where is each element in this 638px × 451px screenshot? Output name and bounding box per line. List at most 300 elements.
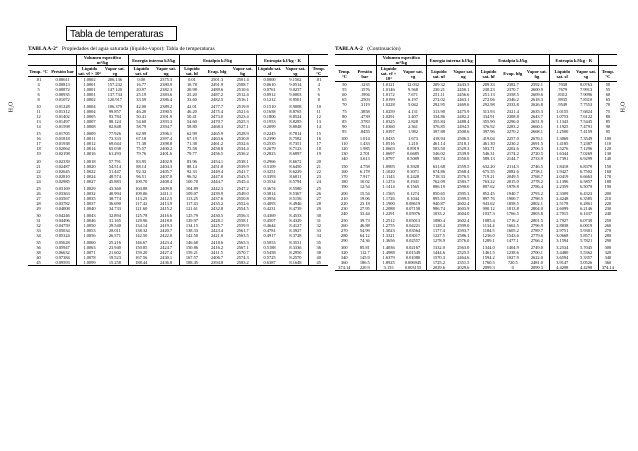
table-cell: 4 <box>309 82 328 87</box>
table-cell: 2487.2 <box>210 92 224 97</box>
table-cell: 230 <box>341 205 348 211</box>
table-cell: 95 <box>342 129 347 135</box>
table-cell: 117.42 <box>128 201 153 206</box>
table-cell: 50 <box>342 82 347 87</box>
table-cell: .5783 <box>359 119 370 125</box>
table-cell: 3.4480 <box>550 250 575 255</box>
table-cell: 2456.5 <box>210 151 224 157</box>
table-cell: 8.7582 <box>289 136 302 142</box>
table-cell: 33 <box>309 228 328 233</box>
table-cell: 2778.2 <box>530 178 543 184</box>
table-cell: 0.6387 <box>256 260 282 266</box>
table-cell: 0.2535 <box>256 141 282 146</box>
table-cell: 1.8418 <box>550 164 575 169</box>
table-cell: 0.0761 <box>256 87 282 92</box>
table-cell: 2401.6 <box>160 151 173 157</box>
table-cell: 2766.2 <box>530 237 543 243</box>
table-cell: 209.33 <box>476 82 501 88</box>
table-cell: 1.6344 <box>550 151 575 156</box>
table-cell: 16 <box>309 136 328 141</box>
table-cell: 2270.2 <box>506 129 519 135</box>
table-cell: 88.14 <box>179 164 204 169</box>
table-cell: 20 <box>36 158 41 164</box>
table-cell: 2500.6 <box>457 129 470 135</box>
table-cell: 26 <box>309 191 328 196</box>
table-cell: 88.14 <box>128 164 153 169</box>
table-cell: 33.59 <box>128 97 153 104</box>
table-cell: 0.03169 <box>55 185 70 191</box>
table-cell: 106.379 <box>107 104 122 110</box>
table-cell: 1177.4 <box>426 228 451 233</box>
table-cell: 632.20 <box>476 164 501 169</box>
table-cell: 990.12 <box>476 206 501 211</box>
table-cell: 340 <box>598 255 617 260</box>
table-cell: 46.20 <box>179 109 204 114</box>
table-cell: 93.784 <box>108 114 121 120</box>
table-cell: 90 <box>598 124 617 129</box>
table-cell: 8.3336 <box>289 245 302 251</box>
table-cell: 2435.2 <box>210 200 224 206</box>
table-cell: 2454.1 <box>210 158 224 164</box>
table-cell: 27.95 <box>359 205 370 211</box>
column-group-header: Energía interna kJ/kg <box>128 55 179 66</box>
table-cell: .2503 <box>359 97 370 102</box>
table-cell: 313.93 <box>476 109 501 114</box>
table-cell: 2491.9 <box>210 82 224 87</box>
table-cell: 0.02645 <box>55 168 70 174</box>
table-cell: 1.2512 <box>376 218 400 223</box>
table-cell: 2568.4 <box>457 168 470 174</box>
table-cell: 159.20 <box>128 250 153 255</box>
table-cell: 8.7123 <box>289 146 302 152</box>
table-cell: 720.5 <box>507 260 518 266</box>
table-cell: 43.360 <box>108 185 121 191</box>
table-cell: 65.038 <box>108 146 121 152</box>
table-cell: 45.883 <box>108 178 121 184</box>
table-cell: 2114.3 <box>506 163 519 169</box>
table-cell: 5.5362 <box>580 250 593 256</box>
table-cell: 397.96 <box>476 129 501 136</box>
table-cell: 75 <box>342 109 347 115</box>
table-cell: 190 <box>598 184 617 191</box>
table-cell: 2099.3 <box>525 265 550 271</box>
column-group-header: Energía interna kJ/kg <box>426 55 476 66</box>
table-cell: 188.44 <box>128 260 153 266</box>
table-cell: 29 <box>309 206 328 213</box>
table-cell: 1.982 <box>408 129 418 135</box>
table-cell: 1.0603 <box>376 146 400 151</box>
table-cell: 14 <box>36 124 41 130</box>
table-cell: .01 <box>309 77 328 83</box>
table-cell: 9.1562 <box>289 77 302 82</box>
table-cell: .1235 <box>359 82 370 87</box>
table-cell: 8.3728 <box>289 232 302 238</box>
table-cell: 1662.5 <box>506 222 519 228</box>
table-cell: 0.00872 <box>55 87 70 92</box>
table-cell: 2525.5 <box>457 250 470 256</box>
table-cell: 2660.1 <box>530 124 543 130</box>
table-cell: 0.02810 <box>55 173 70 179</box>
table-cell: 2506.5 <box>457 136 470 142</box>
table-cell: 70 <box>598 102 617 109</box>
table-cell: 2720.5 <box>530 151 543 157</box>
table-cell: 2.4248 <box>550 196 575 201</box>
table-cell: 0.04759 <box>55 222 70 228</box>
table-cell: 0.2245 <box>256 131 282 136</box>
table-cell: 19 <box>309 151 328 158</box>
table-cell: 142.50 <box>179 233 204 240</box>
table-cell: 45 <box>309 260 328 266</box>
table-cell: 26.571 <box>108 232 121 238</box>
table-cell: 1543.6 <box>506 232 519 238</box>
table-cell: 23.18 <box>359 200 370 206</box>
table-cell: 7.5445 <box>580 119 593 125</box>
table-cell: 7.4791 <box>580 124 593 130</box>
table-cell: 6.9299 <box>580 156 593 162</box>
table-cell: 58.80 <box>179 124 204 131</box>
table-cell: 110 <box>341 141 348 147</box>
table-cell: 35 <box>309 240 328 245</box>
table-cell: 0.03567 <box>55 195 70 201</box>
table-cell: 46.88 <box>359 222 370 228</box>
table-cell: 0.00611 <box>55 77 70 82</box>
table-cell: 8.6450 <box>289 163 302 169</box>
table-cell: 38 <box>309 250 328 255</box>
table-cell: 1.0004 <box>77 104 102 109</box>
table-cell: 2029.6 <box>426 265 451 271</box>
table-cell: 8 <box>309 97 328 104</box>
table-cell: 3.9147 <box>550 260 575 265</box>
table-cell: 1.2088 <box>376 206 400 211</box>
table-cell: 13 <box>36 119 41 125</box>
table-cell: 0.01402 <box>55 114 70 120</box>
table-cell: 6.6663 <box>580 173 593 179</box>
table-cell: 121.60 <box>128 206 153 213</box>
table-cell: 140 <box>598 156 617 163</box>
table-cell: 2622.0 <box>530 255 543 261</box>
table-cell: 2733.9 <box>530 156 543 162</box>
table-cell: 2521.6 <box>236 109 249 115</box>
table-cell: 0.2679 <box>256 146 282 151</box>
table-cell: 0.02064 <box>55 146 70 152</box>
table-cell: 2393.3 <box>160 119 173 125</box>
table-cell: 2779.6 <box>530 232 543 238</box>
table-cell: 0.02985 <box>55 178 70 184</box>
table-cell: 1.0012 <box>77 141 102 146</box>
table-cell: 25 <box>36 185 41 191</box>
table-cell: 2.701 <box>359 151 370 157</box>
table-cell: 940.87 <box>426 201 451 206</box>
table-cell: 0.4093 <box>256 201 282 206</box>
table-cell: 2418.0 <box>160 217 173 223</box>
table-cell: 65 <box>598 97 617 102</box>
table-cell: 92.33 <box>179 169 204 174</box>
table-cell: 2447.0 <box>210 173 224 179</box>
table-cell: 2501.4 <box>236 77 249 82</box>
table-cell: 71.38 <box>179 141 204 146</box>
column-header: Vapor sat. hg <box>230 66 256 77</box>
table-cell: 62.99 <box>179 131 204 136</box>
table-cell: 31 <box>36 217 41 223</box>
table-cell: 1.0020 <box>77 164 102 169</box>
table-cell: 38.774 <box>108 195 121 201</box>
steam-table <box>28 54 328 266</box>
table-cell: 113.25 <box>179 196 204 201</box>
table-cell: 0.1212 <box>256 97 282 104</box>
table-cell: 2789.7 <box>530 227 543 233</box>
table-cell: 2398.8 <box>160 141 173 147</box>
table-cell: 1.0005 <box>77 114 102 119</box>
table-cell: 140 <box>341 156 348 162</box>
table-cell: 8.5794 <box>289 178 302 184</box>
table-cell: 27 <box>36 195 41 201</box>
table-cell: 8.5156 <box>289 195 302 201</box>
table-cell: 60 <box>342 92 347 97</box>
table-cell: 2565.3 <box>236 240 249 246</box>
table-cell: 2.7015 <box>550 211 575 218</box>
table-cell: 1.1143 <box>376 174 400 179</box>
table-cell: 0.2099 <box>256 124 282 131</box>
table-cell: 0.3954 <box>256 196 282 201</box>
table-cell: 2408.4 <box>160 178 173 184</box>
table-cell: 461.30 <box>476 141 501 146</box>
table-cell: 2464.6 <box>457 255 470 261</box>
table-cell: 1.1343 <box>550 119 575 124</box>
table-cell: 7.6824 <box>580 109 593 115</box>
table-cell: 7.917 <box>359 173 370 179</box>
table-cell: 1289.1 <box>476 238 501 245</box>
table-cell: 1.673 <box>408 136 418 142</box>
table-cell: 5.0526 <box>580 260 593 266</box>
table-cell: 675.55 <box>476 169 501 174</box>
table-row <box>28 124 328 131</box>
table-cell: 0.8919 <box>406 146 420 152</box>
table-cell: 7.7553 <box>580 102 593 107</box>
table-cell: 159.21 <box>179 250 204 255</box>
table-cell: 2786.4 <box>530 183 543 189</box>
table-cell: 2406.7 <box>210 255 224 261</box>
table-cell: 546.31 <box>476 151 501 156</box>
table-cell: 0.00813 <box>55 82 70 87</box>
table-cell: 2590.0 <box>457 183 470 189</box>
table-cell: 2321.4 <box>506 109 519 115</box>
table-cell: 1461.5 <box>476 250 501 255</box>
table-row <box>335 156 617 163</box>
table-cell: 2386.4 <box>160 97 173 102</box>
table-cell: 290 <box>598 238 617 245</box>
table-cell: 2749.0 <box>530 245 543 251</box>
table-cell: 852.45 <box>476 191 501 196</box>
column-header: Presión bar <box>354 66 377 82</box>
table-cell: 19 <box>36 151 41 157</box>
table-cell: 2425.7 <box>210 222 224 228</box>
table-cell: 39.73 <box>359 217 370 223</box>
table-cell: 2651.9 <box>530 119 543 125</box>
table-cell: 1.1414 <box>376 184 400 191</box>
table-cell: 2488.4 <box>457 119 470 125</box>
table-cell: 0.01705 <box>55 131 70 137</box>
table-cell: 1.0516 <box>376 141 400 146</box>
table-cell: 270 <box>341 227 348 233</box>
table-cell: 8.7351 <box>289 141 302 147</box>
table-cell: 6.5079 <box>580 183 593 189</box>
table-cell: 6.2861 <box>580 200 593 206</box>
table-cell: 11 <box>309 109 328 114</box>
table-cell: 5.042 <box>408 102 418 107</box>
column-header: Líquido sat. sf <box>550 66 575 82</box>
table-cell: 120 <box>341 146 348 152</box>
table-cell: 1900.7 <box>506 195 519 201</box>
table-cell: 19.06 <box>359 195 370 201</box>
table-cell: 8.6229 <box>289 168 302 174</box>
table-row <box>335 211 617 218</box>
table-cell: 130 <box>341 151 348 157</box>
table-cell: 23.940 <box>108 245 121 251</box>
table-cell: 30 <box>36 212 41 218</box>
table-row <box>28 260 328 266</box>
table-cell: 260 <box>598 223 617 228</box>
table-cell: 2382.7 <box>506 82 519 87</box>
table-cell: 134.14 <box>128 223 153 228</box>
table-cell: 1.7391 <box>550 156 575 163</box>
table-cell: 85 <box>598 119 617 124</box>
column-group-header: Entalpía kJ/kg <box>179 55 256 66</box>
table-cell: 80 <box>598 114 617 119</box>
table-cell: 69.044 <box>108 141 121 147</box>
table-cell: 1.0046 <box>77 218 102 223</box>
table-cell: 2523.4 <box>236 114 249 120</box>
table-cell: 22 <box>36 168 41 174</box>
table-cell: 2482.2 <box>457 114 470 120</box>
table-cell: 1477.1 <box>506 237 519 243</box>
column-header: Temp. °C <box>598 66 617 82</box>
table-cell: 588.74 <box>426 156 451 163</box>
table-cell: 8.4739 <box>289 205 302 211</box>
table-cell: 209.32 <box>426 82 451 88</box>
table-cell: 2576.0 <box>457 237 470 243</box>
table-cell: 28 <box>309 201 328 206</box>
table-cell: 1.0037 <box>77 201 102 206</box>
table-cell: 0.05628 <box>55 240 70 246</box>
table-cell: 340 <box>341 255 348 261</box>
table-cell: 1.0032 <box>77 191 102 196</box>
table-cell: 104.89 <box>179 186 204 191</box>
table-cell: 2539.9 <box>457 151 470 157</box>
table-cell: 1.0060 <box>77 240 102 245</box>
table-cell: 29.540 <box>108 222 121 228</box>
table-cell: 129.97 <box>179 218 204 223</box>
table-cell: 2706.3 <box>530 146 543 152</box>
table-cell: 2396.1 <box>160 131 173 137</box>
table-cell: 2609.6 <box>530 92 543 97</box>
column-group-header: Volumen específico m³/kg <box>77 55 129 66</box>
table-cell: 125.78 <box>128 213 153 218</box>
table-cell: 2402.9 <box>160 158 173 164</box>
table-cell: 6.1437 <box>580 210 593 216</box>
table-cell: 2202.6 <box>506 146 519 152</box>
table-cell: 503.71 <box>476 146 501 151</box>
table-cell: 8.5367 <box>289 190 302 196</box>
table-cell: 320 <box>341 250 348 256</box>
table-cell: 2463.6 <box>210 136 224 142</box>
table-cell: 2.6099 <box>550 206 575 211</box>
table-cell: 1444.6 <box>426 250 451 255</box>
table-cell: 6.197 <box>408 97 418 102</box>
table-cell: 120 <box>598 146 617 151</box>
table-cell: 2554.5 <box>236 205 249 211</box>
table-cell: 0.01598 <box>55 124 70 130</box>
table-cell: 36 <box>309 245 328 250</box>
table-cell: 21.602 <box>108 250 121 256</box>
table-cell: 25.19 <box>128 92 153 97</box>
table-cell: 2793.2 <box>530 190 543 196</box>
table-cell: 2422.0 <box>160 232 173 238</box>
table-cell: 2346.2 <box>506 97 519 102</box>
table-cell: 1238.6 <box>506 250 519 256</box>
table-cell: 1033.2 <box>426 211 451 218</box>
table-cell: 2375.3 <box>160 77 173 82</box>
table-page-right <box>335 44 628 449</box>
table-cell: .7014 <box>359 124 370 130</box>
table-cell: 1.0121 <box>376 82 400 88</box>
table-cell: 2801.5 <box>530 217 543 223</box>
table-cell: 29 <box>36 205 41 211</box>
table-cell: 0.1510 <box>256 104 282 109</box>
table-cell: 8.5580 <box>289 185 302 191</box>
table-cell: 7.3549 <box>580 136 593 142</box>
table-cell: 15 <box>309 131 328 136</box>
slide-title: Tabla de temperaturas <box>66 26 177 41</box>
table-cell: 1716.2 <box>506 217 519 223</box>
table-cell: 8.8524 <box>289 114 302 120</box>
table-row <box>28 97 328 104</box>
table-cell: 1.0001 <box>77 87 102 92</box>
table-cell: 2382.3 <box>160 87 173 92</box>
table-cell: 85 <box>342 119 347 125</box>
table-cell: 5 <box>309 87 328 92</box>
table-cell: 15.54 <box>359 190 370 196</box>
table-cell: 8.8048 <box>289 124 302 130</box>
table-cell: 0.006945 <box>404 260 422 266</box>
table-cell: 1.0146 <box>376 87 400 92</box>
table-cell: 2423.4 <box>160 240 173 246</box>
column-group-header: Entropía kJ/kg · K <box>256 55 309 66</box>
table-cell: 2442.3 <box>210 185 224 191</box>
table-cell: 2563.0 <box>457 245 470 251</box>
table-cell: 4.131 <box>408 109 418 115</box>
table-cell: 1.0053 <box>77 228 102 233</box>
table-cell: 334.91 <box>476 114 501 119</box>
table-cell: 8.6011 <box>289 173 302 179</box>
table-cell: 0.01938 <box>55 141 70 147</box>
table-cell: 75.57 <box>128 146 153 151</box>
table-cell: 8 <box>37 97 40 102</box>
table-cell: 986.74 <box>426 206 451 211</box>
table-cell: 1.0099 <box>77 260 102 266</box>
table-cell: 6.0730 <box>580 217 593 223</box>
table-cell: 1080.4 <box>426 218 451 223</box>
table-cell: .8455 <box>359 129 370 135</box>
table-cell: 272.02 <box>426 97 451 102</box>
table-cell: 147.120 <box>107 87 122 92</box>
table-cell: 251.11 <box>426 92 451 97</box>
table-cell: 16 <box>36 136 41 142</box>
table-cell: 2470.7 <box>210 119 224 125</box>
table-cell: 1.0697 <box>376 151 400 156</box>
table-cell: 1.014 <box>359 136 370 142</box>
table-cell: 2529.3 <box>457 146 470 152</box>
table-cell: 2528.9 <box>236 131 249 137</box>
